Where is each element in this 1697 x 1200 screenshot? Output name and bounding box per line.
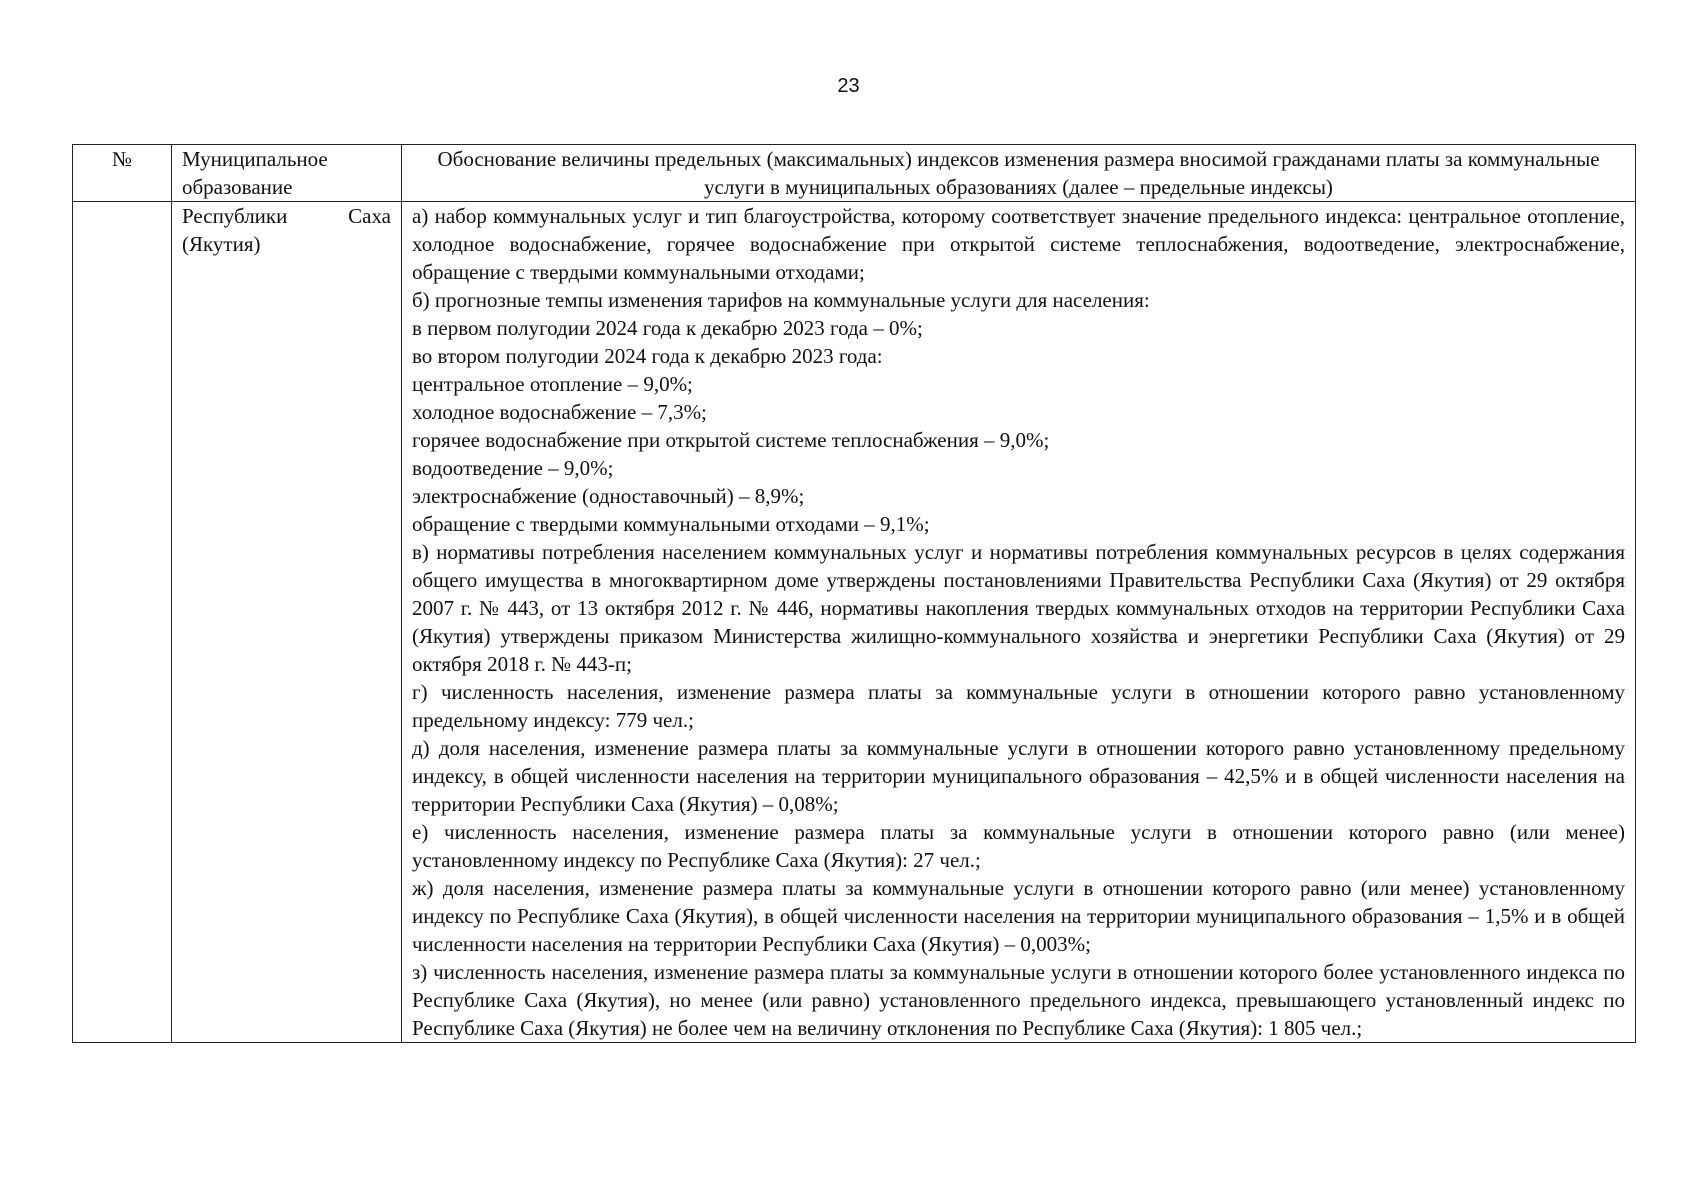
rate-sewerage: водоотведение – 9,0%; [412, 456, 614, 480]
item-v-consumption-norms: в) нормативы потребления населением коммунальных услуг и нормативы потребления коммунальных ресурсов в целях содержания общего имущества в многоквартирном доме утверждены постановлениями Правительства Республики Саха (Якутия) от 29 октября 2007 г. № 443, от 13 октября 2012 г. № 446, нормативы накопления твердых коммунальных отходов на территории Республики Саха (Якутия) утверждены приказом Министерства жилищно-коммунального хозяйства и энергетики Республики Саха (Якутия) от 29 октября 2018 г. № 443-п; [412, 540, 1625, 676]
rate-hot-water: горячее водоснабжение при открытой системе теплоснабжения – 9,0%; [412, 428, 1050, 452]
rate-solid-waste: обращение с твердыми коммунальными отходами – 9,1%; [412, 512, 930, 536]
second-half-heading: во втором полугодии 2024 года к декабрю 2023 года: [412, 344, 883, 368]
table-row [73, 202, 1636, 1043]
header-justification: Обоснование величины предельных (максимальных) индексов изменения размера вносимой гражданами платы за коммунальные услуги в муниципальных образованиях (далее – предельные индексы) [402, 145, 1636, 202]
row-municipality-cell: Республики Саха (Якутия) [172, 202, 402, 1043]
tariff-index-table [72, 144, 1636, 1043]
item-g-population-count: г) численность населения, изменение размера платы за коммунальные услуги в отношении которого равно установленному предельному индексу: 779 чел.; [412, 680, 1625, 732]
item-zh-population-share-below: ж) доля населения, изменение размера платы за коммунальные услуги в отношении которого равно (или менее) установленному индексу по Республике Саха (Якутия), в общей численности населения на территории муниципального образования – 1,5% и в общей численности населения на территории Республики Саха (Якутия) – 0,003%; [412, 876, 1625, 956]
first-half-rate: в первом полугодии 2024 года к декабрю 2023 года – 0%; [412, 316, 923, 340]
item-e-population-count-below: е) численность населения, изменение размера платы за коммунальные услуги в отношении которого равно (или менее) установленному индексу по Республике Саха (Якутия): 27 чел.; [412, 820, 1625, 872]
rate-central-heating: центральное отопление – 9,0%; [412, 372, 693, 396]
header-municipality: Муниципальное образование [172, 145, 402, 202]
item-z-population-count-above: з) численность населения, изменение размера платы за коммунальные услуги в отношении которого более установленного индекса по Республике Саха (Якутия), но менее (или равно) установленного предельного индекса, превышающего установленный индекс по Республике Саха (Якутия) не более чем на величину отклонения по Республике Саха (Якутия): 1 805 чел.; [412, 960, 1625, 1040]
item-d-population-share: д) доля населения, изменение размера платы за коммунальные услуги в отношении которого равно установленному предельному индексу, в общей численности населения на территории муниципального образования – 42,5% и в общей численности населения на территории Республики Саха (Якутия) – 0,08%; [412, 736, 1625, 816]
row-justification-cell [402, 202, 1636, 1043]
rate-electricity: электроснабжение (одноставочный) – 8,9%; [412, 484, 805, 508]
row-number-cell [73, 202, 172, 1043]
page-number: 23 [837, 75, 860, 97]
item-b-forecast-rates: б) прогнозные темпы изменения тарифов на коммунальные услуги для населения: [412, 288, 1150, 312]
item-a-services-set: а) набор коммунальных услуг и тип благоустройства, которому соответствует значение предельного индекса: центральное отопление, холодное водоснабжение, горячее водоснабжение при открытой системе теплоснабжения, водоотведение, электроснабжение, обращение с твердыми коммунальными отходами; [412, 204, 1625, 284]
header-number: № [73, 145, 172, 202]
rate-cold-water: холодное водоснабжение – 7,3%; [412, 400, 707, 424]
table-header-row [73, 145, 1636, 202]
